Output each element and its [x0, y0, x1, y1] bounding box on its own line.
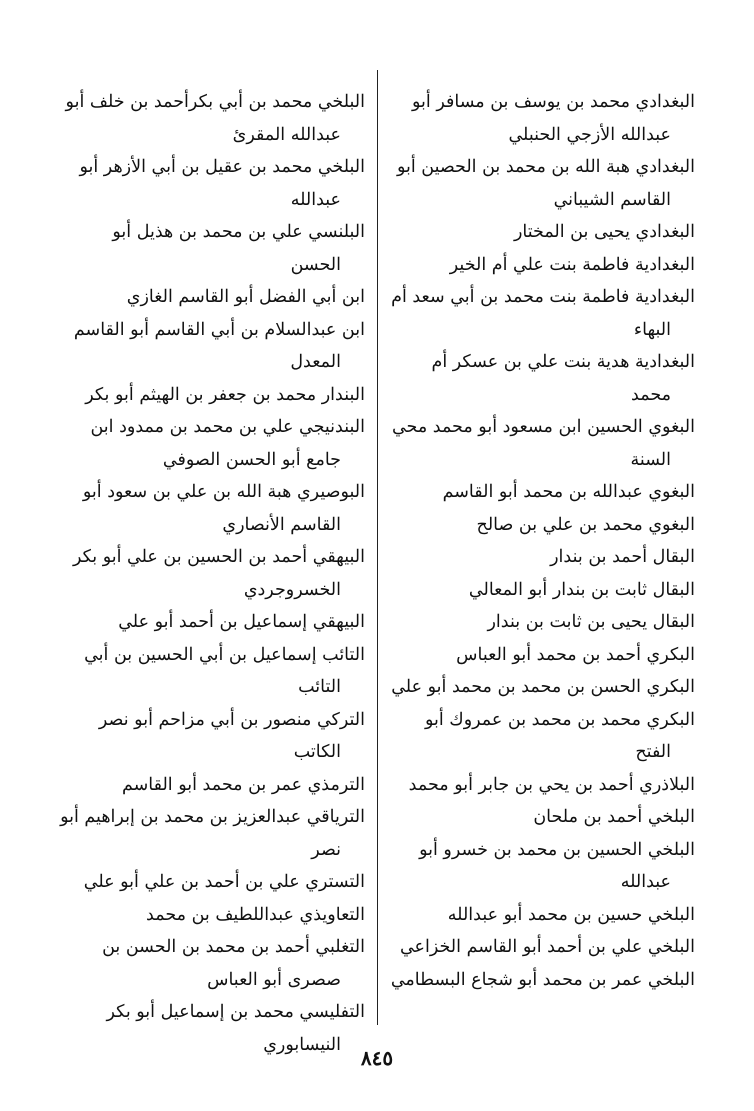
- index-entry: البغدادي هبة الله بن محمد بن الحصين أبو القاسم الشيباني: [396, 157, 695, 210]
- index-entry: التفليسي محمد بن إسماعيل أبو بكر النيسابوري: [106, 1002, 365, 1055]
- page-number: ٨٤٥: [360, 1046, 394, 1070]
- index-entry: البكري أحمد بن محمد أبو العباس: [456, 644, 695, 665]
- index-entry: البلنسي علي بن محمد بن هذيل أبو الحسن: [112, 222, 365, 275]
- index-entry: البندنيجي علي بن محمد بن ممدود ابن جامع أبو الحسن الصوفي: [90, 417, 365, 470]
- index-entry: البقال أحمد بن بندار: [550, 547, 695, 567]
- index-entry: البلخي الحسين بن محمد بن خسرو أبو عبدالله: [419, 839, 695, 892]
- index-entry: الترياقي عبدالعزيز بن محمد بن إبراهيم أبو نصر: [60, 807, 365, 860]
- index-entry: البلخي محمد بن أبي بكرأحمد بن خلف أبو عبدالله المقرئ: [65, 92, 365, 145]
- index-entry: البغدادية فاطمة بنت علي أم الخير: [449, 254, 695, 275]
- index-entry: البلخي محمد بن عقيل بن أبي الأزهر أبو عبدالله: [79, 157, 365, 210]
- column-divider: [377, 70, 378, 1025]
- index-entry: التائب إسماعيل بن أبي الحسين بن أبي التائب: [84, 644, 365, 697]
- index-entry: التستري علي بن أحمد بن علي أبو علي: [83, 872, 365, 892]
- index-entry: البغدادية هدية بنت علي بن عسكر أم محمد: [431, 352, 695, 405]
- index-entry: البغوي الحسين ابن مسعود أبو محمد محي السنة: [391, 417, 695, 470]
- index-entry: التغلبي أحمد بن محمد بن الحسن بن صصرى أبو العباس: [102, 937, 365, 990]
- index-entry: البكري محمد بن محمد بن عمروك أبو الفتح: [424, 709, 695, 762]
- index-entry: ابن عبدالسلام بن أبي القاسم أبو القاسم المعدل: [73, 319, 365, 372]
- index-entry: التركي منصور بن أبي مزاحم أبو نصر الكاتب: [98, 709, 365, 762]
- index-entry: البوصيري هبة الله بن علي بن سعود أبو القاسم الأنصاري: [82, 482, 365, 535]
- index-entry: البيهقي أحمد بن الحسين بن علي أبو بكر الخسروجردي: [72, 547, 365, 600]
- index-entry: البغدادي يحيى بن المختار: [513, 222, 695, 242]
- index-entry: البلخي علي بن أحمد أبو القاسم الخزاعي: [399, 937, 695, 957]
- index-entry: البلخي عمر بن محمد أبو شجاع البسطامي: [390, 969, 695, 990]
- index-entry: البغدادي محمد بن يوسف بن مسافر أبو عبدالله الأزجي الحنبلي: [412, 92, 695, 145]
- index-entry: البغدادية فاطمة بنت محمد بن أبي سعد أم البهاء: [391, 287, 695, 340]
- index-entry: البقال ثابت بن بندار أبو المعالي: [468, 579, 695, 600]
- index-entry: البكري الحسن بن محمد بن محمد أبو علي: [391, 677, 695, 697]
- index-entry: البغوي عبدالله بن محمد أبو القاسم: [442, 482, 695, 502]
- index-entry: البلخي أحمد بن ملحان: [533, 807, 695, 827]
- index-entry: البندار محمد بن جعفر بن الهيثم أبو بكر: [85, 384, 365, 405]
- index-entry: البقال يحيى بن ثابت بن بندار: [487, 612, 695, 632]
- index-entry: البغوي محمد بن علي بن صالح: [476, 514, 695, 535]
- index-entry: البلاذري أحمد بن يحي بن جابر أبو محمد: [408, 774, 695, 795]
- left-column: [60, 86, 365, 1061]
- index-entry: البلخي حسين بن محمد أبو عبدالله: [447, 904, 695, 925]
- index-entry: الترمذي عمر بن محمد أبو القاسم: [121, 774, 365, 795]
- index-entry: ابن أبي الفضل أبو القاسم الغازي: [126, 287, 365, 307]
- index-entry: التعاويذي عبداللطيف بن محمد: [146, 904, 365, 925]
- right-column: [390, 86, 695, 996]
- index-entry: البيهقي إسماعيل بن أحمد أبو علي: [118, 612, 365, 632]
